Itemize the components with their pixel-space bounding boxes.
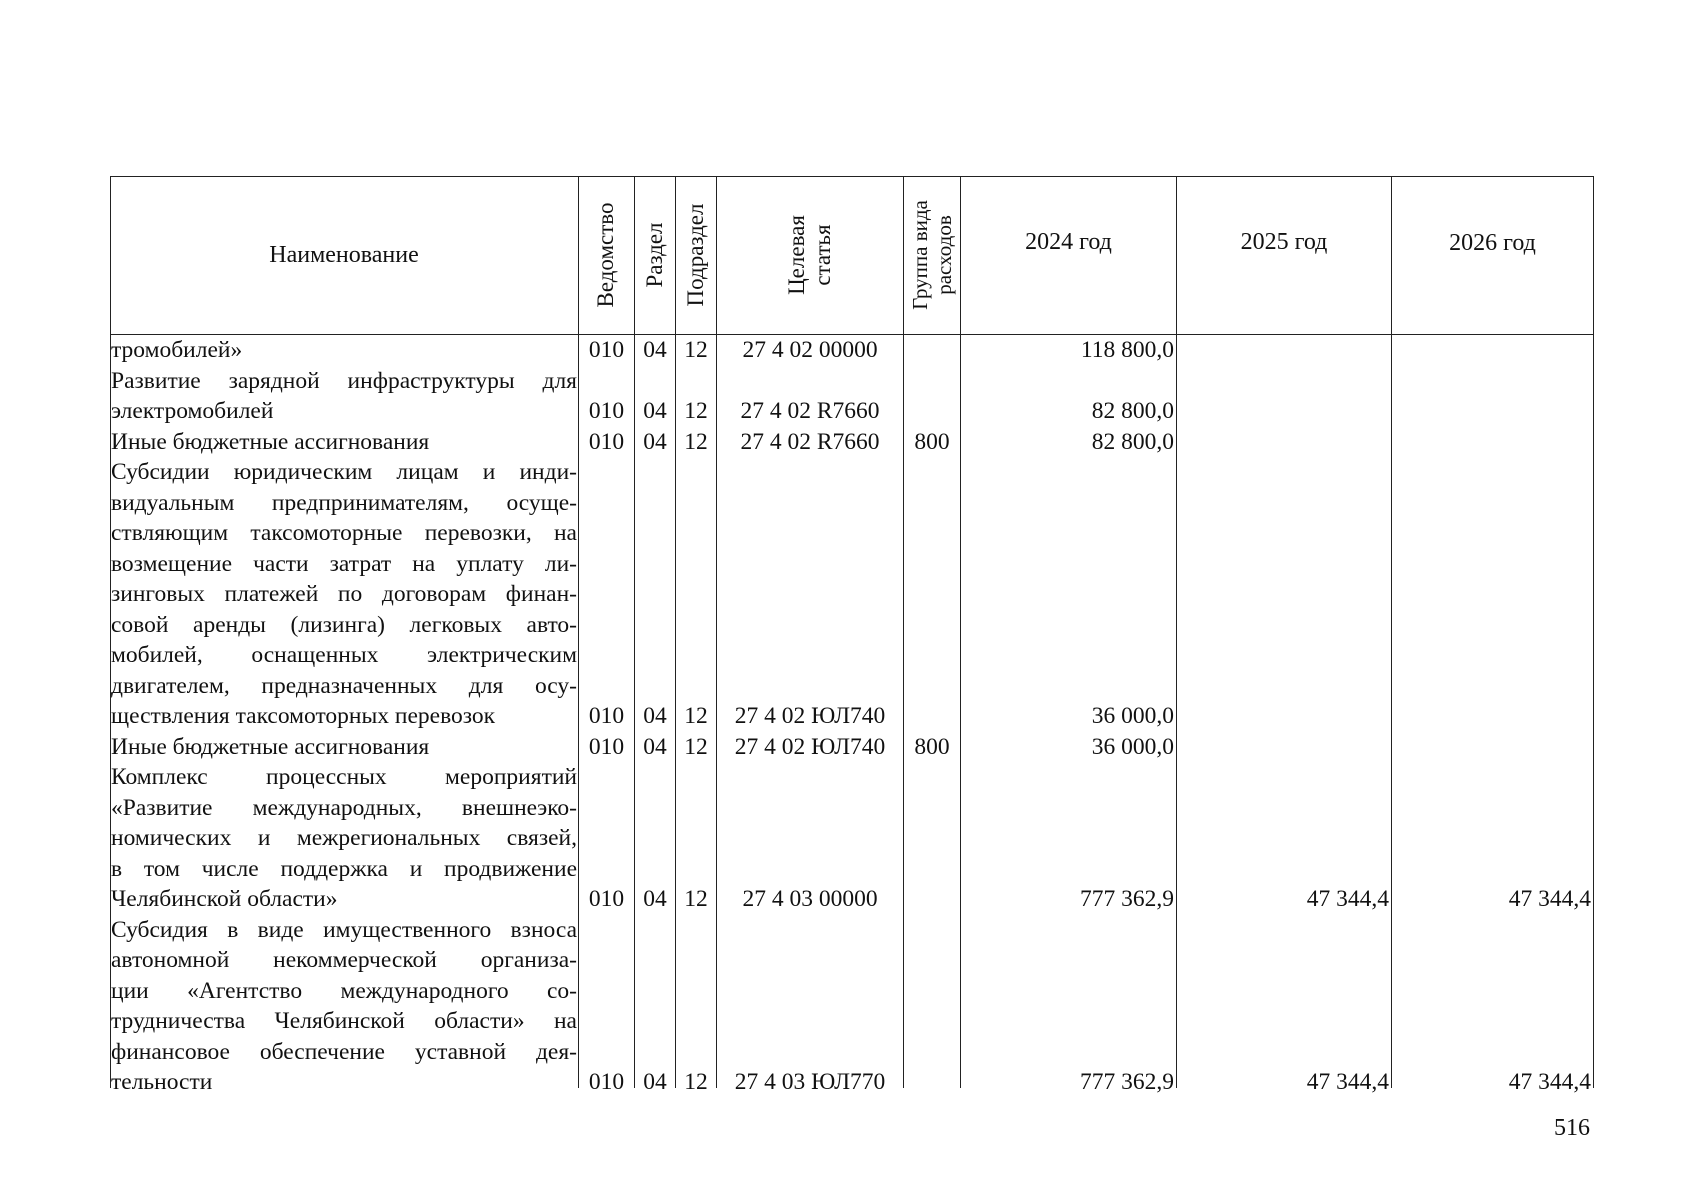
header-2024-text: 2024 год	[1025, 228, 1112, 255]
table-row	[0, 915, 1686, 1098]
cell-name-line: Челябинской области»	[111, 886, 338, 912]
cell-2024: 82 800,0	[1091, 428, 1174, 455]
table-row	[0, 762, 1686, 915]
cell-name-line: Развитие зарядной инфраструктуры для	[111, 367, 577, 394]
cell-podrazdel: 12	[684, 886, 708, 912]
cell-tselevaya-statya: 27 4 02 R7660	[740, 398, 880, 424]
cell-gruppa-rashodov	[904, 1067, 960, 1098]
cell-name-line: Субсидии юридическим лицам и инди-	[111, 459, 577, 485]
cell-vedomstvo: 010	[588, 398, 625, 424]
table-row	[0, 457, 1686, 732]
cell-gruppa-rashodov: 800	[914, 428, 950, 455]
cell-name-line: тромобилей»	[111, 337, 243, 363]
cell-2025: 47 344,4	[1306, 886, 1389, 912]
cell-podrazdel: 12	[684, 428, 708, 455]
cell-name	[111, 366, 577, 427]
cell-name	[111, 457, 577, 732]
header-2025-text: 2025 год	[1240, 228, 1328, 255]
cell-name-line: автономной некоммерческой организа-	[111, 947, 577, 973]
cell-name-line: ции «Агентство международного со-	[111, 977, 577, 1004]
cell-razdel: 04	[643, 1069, 667, 1095]
header-2026-text: 2026 год	[1449, 230, 1536, 256]
cell-2026	[1392, 427, 1591, 458]
cell-2026	[1392, 396, 1591, 427]
cell-gruppa-rashodov	[904, 701, 960, 732]
cell-tselevaya-statya: 27 4 02 ЮЛ740	[734, 703, 886, 729]
cell-razdel: 04	[643, 398, 667, 424]
cell-vedomstvo: 010	[588, 428, 625, 455]
cell-name-line: видуальным предпринимателям, осуще-	[111, 489, 577, 516]
page-number: 516	[1554, 1115, 1590, 1141]
table-row	[0, 366, 1686, 427]
cell-2024: 36 000,0	[1091, 733, 1174, 760]
cell-name-line: тельности	[111, 1069, 213, 1095]
cell-podrazdel: 12	[684, 398, 708, 424]
cell-podrazdel: 12	[684, 703, 708, 729]
cell-vedomstvo: 010	[588, 1069, 625, 1095]
cell-name-line: Иные бюджетные ассигнования	[111, 428, 430, 455]
cell-vedomstvo: 010	[588, 886, 625, 912]
header-gruppa-line2: расходов	[932, 215, 956, 295]
cell-name	[111, 915, 577, 1098]
cell-name-line: ществления таксомоторных перевозок	[111, 703, 496, 729]
table-row	[0, 335, 1686, 366]
cell-razdel: 04	[643, 337, 667, 363]
cell-2025	[1177, 701, 1389, 732]
cell-2026: 47 344,4	[1508, 886, 1591, 912]
cell-name-line: двигателем, предназначенных для осу-	[111, 672, 577, 699]
cell-name-line: совой аренды (лизинга) легковых авто-	[111, 611, 577, 638]
header-tselevaya-line2: статья	[810, 224, 835, 286]
cell-2025	[1177, 427, 1389, 458]
cell-name-line: финансовое обеспечение уставной дея-	[111, 1038, 577, 1065]
cell-name-line: возмещение части затрат на уплату ли-	[111, 550, 577, 577]
cell-name-line: мобилей, оснащенных электрическим	[111, 642, 577, 668]
header-name-text: Наименование	[269, 242, 419, 268]
cell-tselevaya-statya: 27 4 03 00000	[742, 886, 878, 912]
table-row	[0, 427, 1686, 458]
header-vedomstvo: Ведомство	[593, 202, 618, 308]
cell-name-line: ствляющим таксомоторные перевозки, на	[111, 520, 577, 546]
cell-podrazdel: 12	[684, 733, 708, 760]
cell-2024: 36 000,0	[1091, 703, 1174, 729]
cell-razdel: 04	[643, 703, 667, 729]
cell-gruppa-rashodov	[904, 396, 960, 427]
cell-podrazdel: 12	[684, 337, 708, 363]
header-tselevaya-line1: Целевая	[784, 215, 809, 295]
cell-2026	[1392, 701, 1591, 732]
table-row	[0, 732, 1686, 763]
cell-name	[111, 732, 577, 763]
header-2025	[1177, 177, 1391, 307]
cell-name-line: «Развитие международных, внешнеэко-	[111, 794, 577, 821]
header-podrazdel: Подраздел	[683, 203, 708, 307]
cell-2025	[1177, 396, 1389, 427]
cell-tselevaya-statya: 27 4 03 ЮЛ770	[734, 1069, 886, 1095]
cell-name-line: электромобилей	[111, 398, 274, 424]
cell-tselevaya-statya: 27 4 02 00000	[742, 337, 878, 363]
cell-name-line: номических и межрегиональных связей,	[111, 825, 577, 851]
cell-2026	[1392, 732, 1591, 763]
cell-name	[111, 427, 577, 458]
cell-2026: 47 344,4	[1508, 1069, 1591, 1095]
cell-razdel: 04	[643, 733, 667, 760]
cell-name-line: в том числе поддержка и продвижение	[111, 855, 577, 882]
cell-podrazdel: 12	[684, 1069, 708, 1095]
header-2024	[961, 177, 1176, 307]
cell-2024: 777 362,9	[1080, 1069, 1174, 1095]
header-gruppa-vida-rashodov	[908, 200, 956, 310]
cell-name-line: Комплекс процессных мероприятий	[111, 764, 577, 790]
cell-2025	[1177, 335, 1389, 366]
cell-name	[111, 335, 577, 366]
cell-name-line: Иные бюджетные ассигнования	[111, 733, 430, 760]
cell-2026	[1392, 335, 1591, 366]
cell-name-line: зинговых платежей по договорам финан-	[111, 581, 577, 607]
cell-tselevaya-statya: 27 4 02 ЮЛ740	[734, 733, 886, 760]
cell-vedomstvo: 010	[588, 703, 625, 729]
header-tselevaya-statya	[784, 215, 836, 295]
cell-gruppa-rashodov	[904, 335, 960, 366]
cell-gruppa-rashodov: 800	[914, 733, 950, 760]
cell-name-line: Субсидия в виде имущественного взноса	[111, 916, 577, 943]
cell-name-line: трудничества Челябинской области» на	[111, 1008, 577, 1034]
header-2026	[1392, 177, 1593, 310]
cell-razdel: 04	[643, 428, 667, 455]
cell-vedomstvo: 010	[588, 337, 625, 363]
cell-tselevaya-statya: 27 4 02 R7660	[740, 428, 880, 455]
cell-razdel: 04	[643, 886, 667, 912]
cell-vedomstvo: 010	[588, 733, 625, 760]
cell-2025: 47 344,4	[1306, 1069, 1389, 1095]
cell-2024: 777 362,9	[1080, 886, 1174, 912]
header-razdel: Раздел	[642, 222, 667, 288]
header-gruppa-line1: Группа вида	[908, 200, 932, 310]
cell-name	[111, 762, 577, 915]
cell-2024: 118 800,0	[1080, 337, 1174, 363]
cell-gruppa-rashodov	[904, 884, 960, 915]
cell-2024: 82 800,0	[1091, 398, 1174, 424]
header-name	[111, 177, 577, 334]
cell-2025	[1177, 732, 1389, 763]
